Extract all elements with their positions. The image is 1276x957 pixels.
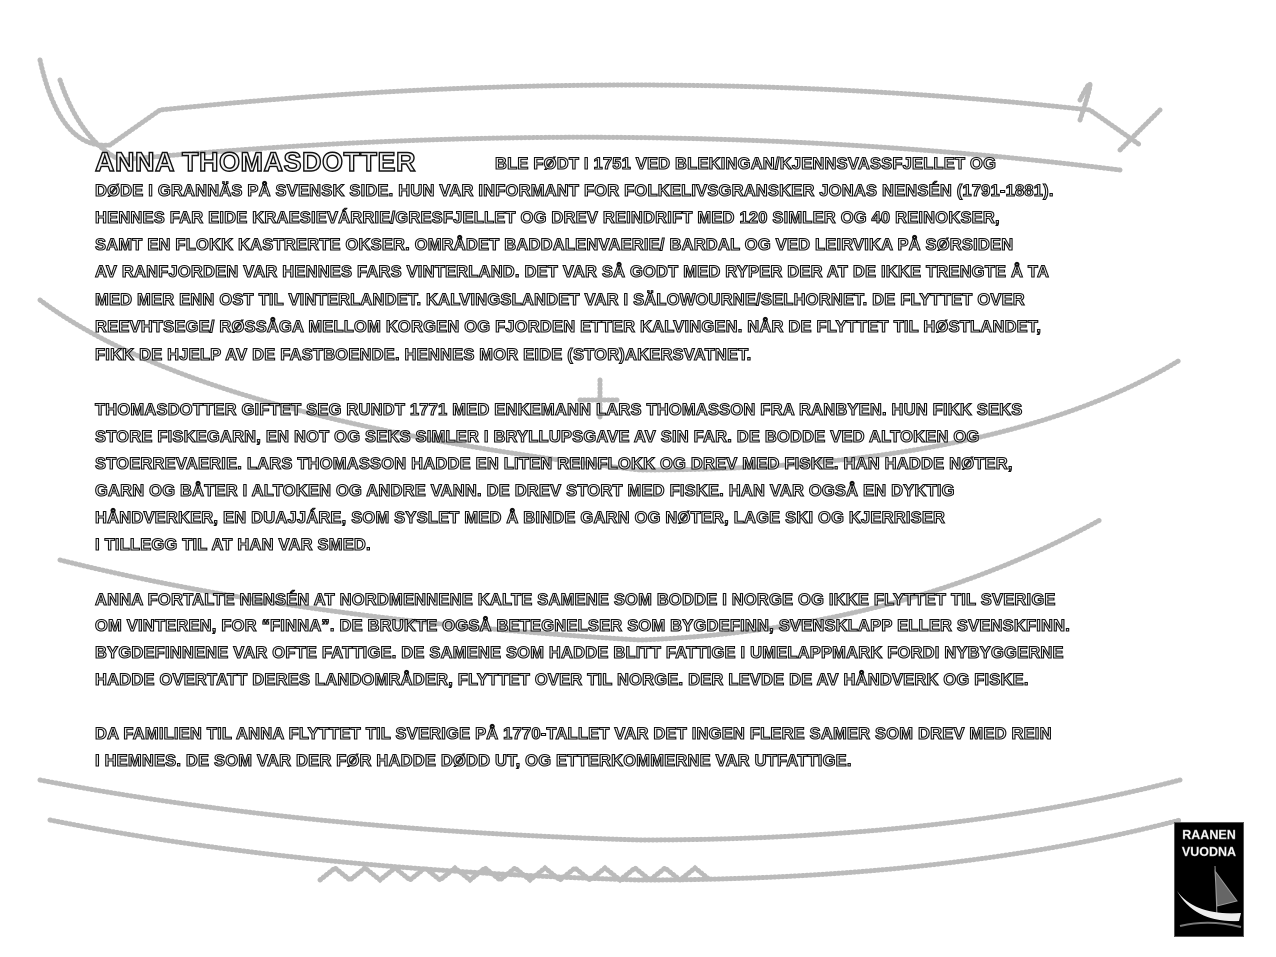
text-line: BYGDEFINNENE VAR OFTE FATTIGE. DE SAMENE SOM HADDE BLITT FATTIGE I UMELAPPMARK FORDI NYBYGGERNE: [95, 644, 1064, 662]
logo-line-2: VUODNA: [1181, 845, 1237, 859]
text-line: HÅNDVERKER, EN DUAJJÁRE, SOM SYSLET MED Å BINDE GARN OG NØTER, LAGE SKI OG KJERRISER: [95, 509, 946, 527]
text-line: AV RANFJORDEN VAR HENNES FARS VINTERLAND. DET VAR SÅ GODT MED RYPER DER AT DE IKKE TRENGTE Å TA: [95, 263, 1050, 281]
text-line: REEVHTSEGE/ RØSSÅGA MELLOM KORGEN OG FJORDEN ETTER KALVINGEN. NÅR DE FLYTTET TIL HØSTLANDET,: [95, 318, 1042, 336]
text-line: I TILLEGG TIL AT HAN VAR SMED.: [95, 536, 371, 554]
text-line: STORE FISKEGARN, EN NOT OG SEKS SIMLER I BRYLLUPSGAVE AV SIN FAR. DE BODDE VED ALTOKEN OG: [95, 428, 980, 446]
text-line: HADDE OVERTATT DERES LANDOMRÅDER, FLYTTET OVER TIL NORGE. DER LEVDE DE AV HÅNDVERK OG FISKE.: [95, 671, 1029, 689]
text-line: STOERREVAERIE. LARS THOMASSON HADDE EN LITEN REINFLOKK OG DREV MED FISKE. HAN HADDE NØTER,: [95, 455, 1013, 473]
text-line: THOMASDOTTER GIFTET SEG RUNDT 1771 MED ENKEMANN LARS THOMASSON FRA RANBYEN. HUN FIKK SEKS: [95, 401, 1023, 419]
text-line: ANNA FORTALTE NENSÉN AT NORDMENNENE KALTE SAMENE SOM BODDE I NORGE OG IKKE FLYTTET TIL SVERIGE: [95, 591, 1056, 609]
text-line: FIKK DE HJELP AV DE FASTBOENDE. HENNES MOR EIDE (STOR)AKERSVATNET.: [95, 346, 752, 364]
text-line: DA FAMILIEN TIL ANNA FLYTTET TIL SVERIGE PÅ 1770-TALLET VAR DET INGEN FLERE SAMER SOM DREV MED REIN: [95, 725, 1052, 743]
text-line: GARN OG BÅTER I ALTOKEN OG ANDRE VANN. DE DREV STORT MED FISKE. HAN VAR OGSÅ EN DYKTIG: [95, 482, 955, 500]
boat-icon: [1175, 861, 1243, 931]
text-line: MED MER ENN OST TIL VINTERLANDET. KALVINGSLANDET VAR I SÄLOWOURNE/SELHORNET. DE FLYTTET OVER: [95, 291, 1025, 309]
text-line: DØDE I GRANNÄS PÅ SVENSK SIDE. HUN VAR INFORMANT FOR FOLKELIVSGRANSKER JONAS NENSÉN (1791-1881).: [95, 182, 1054, 200]
logo-line-1: RAANEN: [1182, 828, 1236, 842]
text-line: OM VINTEREN, FOR “FINNA”. DE BRUKTE OGSÅ BETEGNELSER SOM BYGDEFINN, SVENSKLAPP ELLER SVENSKFINN.: [95, 617, 1071, 635]
document-title: ANNA THOMASDOTTER: [95, 147, 416, 177]
raanen-vuodna-logo: [1174, 822, 1244, 937]
text-line: BLE FØDT I 1751 VED BLEKINGAN/KJENNSVASSFJELLET OG: [495, 155, 997, 173]
text-line: HENNES FAR EIDE KRAESIEVÁRRIE/GRESFJELLET OG DREV REINDRIFT MED 120 SIMLER OG 40 REINOKSER,: [95, 209, 1000, 227]
text-line: I HEMNES. DE SOM VAR DER FØR HADDE DØDD UT, OG ETTERKOMMERNE VAR UTFATTIGE.: [95, 752, 852, 770]
text-line: SAMT EN FLOKK KASTRERTE OKSER. OMRÅDET BADDALENVAERIE/ BARDAL OG VED LEIRVIKA PÅ SØRSIDEN: [95, 236, 1014, 254]
